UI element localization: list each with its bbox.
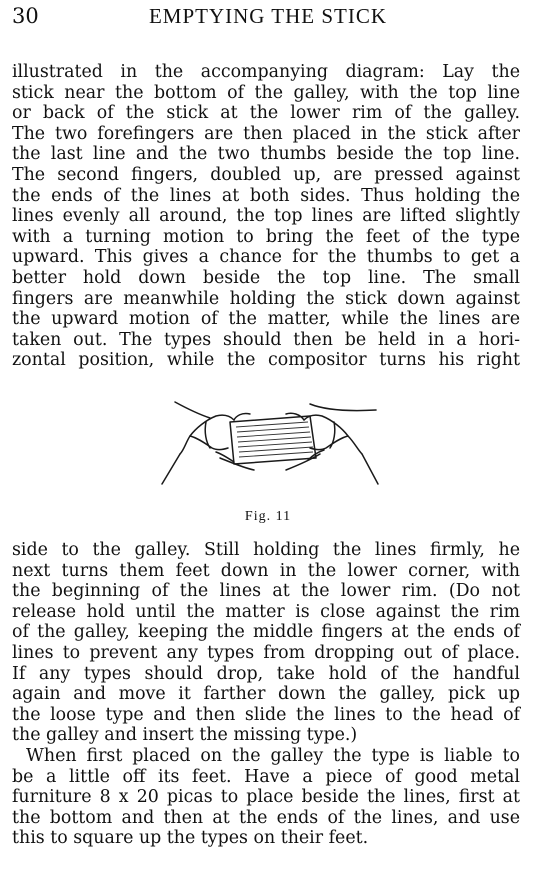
text-line: If any types should drop, take hold of the handful: [12, 663, 520, 684]
text-line: the upward motion of the matter, while the lines are: [12, 309, 520, 330]
page-header: [0, 2, 536, 28]
text-line: side to the galley. Still holding the lines firmly, he: [12, 540, 520, 560]
hands-holding-type-illustration: [150, 392, 390, 504]
text-line: stick near the bottom of the galley, with the top line: [12, 82, 520, 103]
text-line: next turns them feet down in the lower corner, with: [12, 560, 520, 581]
text-line: of the galley, keeping the middle fingers at the ends of: [12, 622, 520, 643]
text-line: taken out. The types should then be held in a hori-: [12, 329, 520, 350]
text-line: the ends of the lines at both sides. Thus holding the: [12, 185, 520, 206]
figure-hands-holding-type: [150, 392, 390, 504]
text-line: this to square up the types on their feet.: [12, 828, 369, 849]
text-line: furniture 8 x 20 picas to place beside the lines, first at: [12, 787, 520, 808]
text-line: the beginning of the lines at the lower rim. (Do not: [12, 581, 520, 602]
text-line: upward. This gives a chance for the thumbs to get a: [12, 247, 520, 268]
text-line: The second fingers, doubled up, are pressed against: [12, 164, 520, 185]
text-line: zontal position, while the compositor turns his right: [12, 350, 520, 371]
text-line: release hold until the matter is close against the rim: [12, 601, 520, 622]
text-line: the galley and insert the missing type.): [12, 725, 358, 746]
page-number: 30: [12, 4, 39, 28]
text-line: the last line and the two thumbs beside the top line.: [12, 144, 520, 165]
text-line: fingers are meanwhile holding the stick down against: [12, 288, 520, 309]
paragraph-1: [12, 62, 520, 371]
text-line: the bottom and then at the ends of the lines, and use: [12, 807, 520, 828]
text-line: illustrated in the accompanying diagram: Lay the: [12, 62, 520, 82]
text-line: again and move it farther down the galley, pick up: [12, 684, 520, 705]
text-line: lines to prevent any types from dropping out of place.: [12, 642, 520, 663]
text-line: with a turning motion to bring the feet of the type: [12, 226, 520, 247]
text-line: When first placed on the galley the type is liable to: [26, 745, 520, 766]
text-line: lines evenly all around, the top lines are lifted slightly: [12, 206, 520, 227]
paragraph-2-and-3: [12, 540, 520, 849]
text-line: The two forefingers are then placed in the stick after: [12, 123, 520, 144]
text-line: be a little off its feet. Have a piece of good metal: [12, 766, 520, 787]
figure-caption: Fig. 11: [244, 509, 292, 524]
text-line: the loose type and then slide the lines to the head of: [12, 704, 520, 725]
text-line: or back of the stick at the lower rim of the galley.: [12, 103, 520, 124]
running-title: EMPTYING THE STICK: [148, 4, 388, 28]
text-line: better hold down beside the top line. The small: [12, 267, 520, 288]
